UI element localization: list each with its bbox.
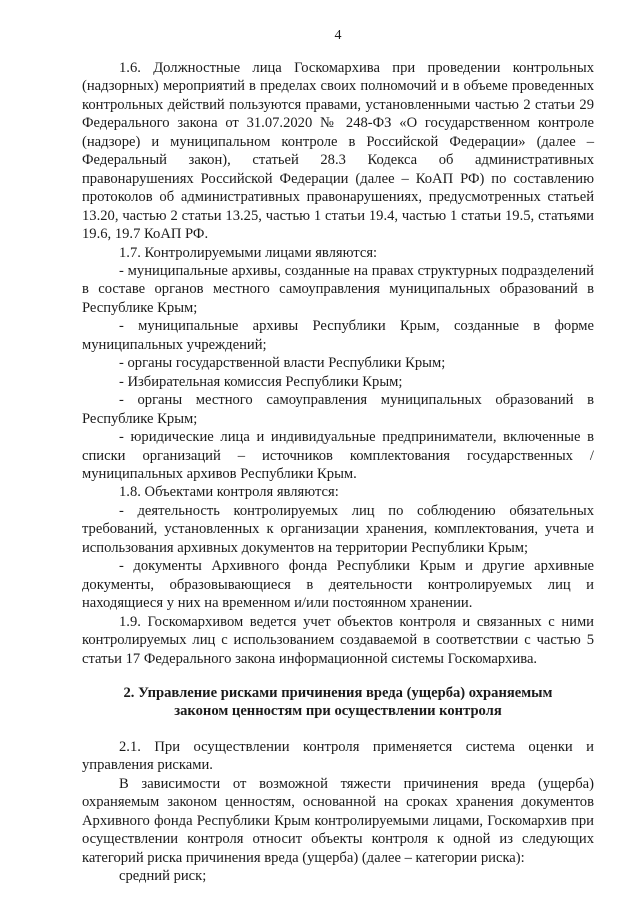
section-heading-line-2: законом ценностям при осуществлении контроля <box>174 703 502 720</box>
paragraph-1-7: 1.7. Контролируемыми лицами являются: <box>119 244 378 261</box>
list-item: - деятельность контролируемых лиц по соблюдению обязательных требований, установленных к организации хранения, комплектования, учета и использования архивных документов на территории Республики Крым; <box>82 502 594 556</box>
list-item: - органы местного самоуправления муниципальных образований в Республике Крым; <box>82 392 594 427</box>
document-body <box>82 59 594 885</box>
list-item: - юридические лица и индивидуальные предприниматели, включенные в списки организаций – источников комплектования государственных / муниципальных архивов Республики Крым. <box>82 429 594 482</box>
risk-category-item: средний риск; <box>119 868 207 885</box>
page-number: 4 <box>334 28 342 43</box>
paragraph-1-9: 1.9. Госкомархивом ведется учет объектов контроля и связанных с ними контролируемых лиц с использованием создаваемой в соответствии с частью 5 статьи 17 Федерального закона информационной системы Госкомархива. <box>82 613 594 667</box>
section-heading-line-1: 2. Управление рисками причинения вреда (ущерба) охраняемым <box>123 684 553 701</box>
list-item: - Избирательная комиссия Республики Крым; <box>119 373 403 390</box>
paragraph-risk-categories: В зависимости от возможной тяжести причинения вреда (ущерба) охраняемым законом ценностям, основанной на сроках хранения документов Архивного фонда Республики Крым контролируемыми лицами, Госкомархив при осуществлении контроля относит объекты контроля к одной из следующих категорий риска причинения вреда (ущерба) (далее – категории риска): <box>82 775 594 866</box>
list-item: - муниципальные архивы Республики Крым, созданные в форме муниципальных учреждений; <box>82 318 594 353</box>
list-item: - документы Архивного фонда Республики Крым и другие архивные документы, образовывающиеся в деятельности контролируемых лиц и находящиеся у них на временном и/или постоянном хранении. <box>82 558 594 612</box>
paragraph-1-6: 1.6. Должностные лица Госкомархива при проведении контрольных (надзорных) мероприятий в пределах своих полномочий и в объеме проведенных контрольных действий пользуются правами, установленными частью 2 статьи 29 Федерального закона от 31.07.2020 № 248-ФЗ «О государственном контроле (надзоре) и муниципальном контроле в Российской Федерации» (далее – Федеральный закон), статьей 28.3 Кодекса об административных правонарушениях Российской Федерации (далее – КоАП РФ) по составлению протоколов об административных правонарушениях, предусмотренных статьей 13.20, частью 2 статьи 13.25, частью 1 статьи 19.4, частью 1 статьи 19.5, статьями 19.6, 19.7 КоАП РФ. <box>82 60 594 243</box>
paragraph-1-8: 1.8. Объектами контроля являются: <box>119 484 339 501</box>
list-item: - органы государственной власти Республики Крым; <box>119 355 446 372</box>
section-heading <box>82 684 594 721</box>
paragraph-2-1: 2.1. При осуществлении контроля применяется система оценки и управления рисками. <box>82 738 594 774</box>
list-item: - муниципальные архивы, созданные на правах структурных подразделений в составе органов местного самоуправления муниципальных образований в Республике Крым; <box>82 262 594 316</box>
